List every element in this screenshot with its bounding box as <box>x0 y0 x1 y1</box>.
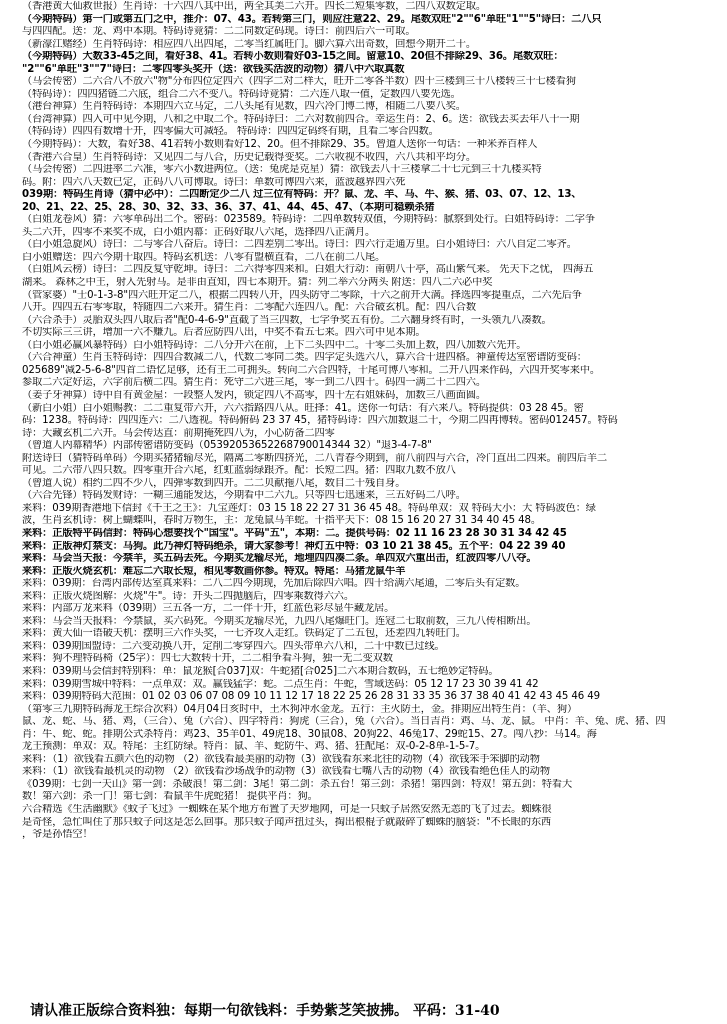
text-line: 来料：内部万龙来料（039期）三五各一方，二一伴十开，红蓝色彩尽显牛藏龙居。 <box>22 603 395 615</box>
text-line: （特码诗）：四四猪链二六底，组合二六不变八。特码诗竟猜：二六连八取一值，定数四八要先选。 <box>22 88 461 100</box>
text-line: 码。附：四六八天数已定，正码八八可博取。诗曰：单数可博四六来，蓝波越界四六死 <box>22 176 406 188</box>
text-line: 可见。二六带八四只数。四零重开合六尾，红虹蓝弱绿跟齐。配：长短二四。猪：四取九数不放八 <box>22 465 456 477</box>
text-line: 039期：特码生肖诗（猜中必中）：二四断定少二八 过三位有特码：开？鼠、龙、羊、马、牛、猴、猪、03、07、12、13、 <box>22 189 582 201</box>
text-line: （港台神算）生肖特码诗：本期四六立马定，二八头尾有见数，四六冷门博二博，相随二八要八奖。 <box>22 101 466 113</box>
text-line: （今期特码）大数33-45之间，看好38、41。若转小数则看好03-15之间。留意10、20但不排除29、36。尾数双旺： <box>22 51 564 63</box>
text-line: 码：1238。特码诗：四四连六：二八透视。特码俯码 23 37 45，猪特码诗：四六加数退二十，今期二四再博转。密码012457。特码 <box>22 415 618 427</box>
text-line: （香港六合皇）生肖特码诗：又见四二与八合，历史记载得变奖。二六收视不收四，六八共和平均分。 <box>22 151 476 163</box>
text-line: 附送诗曰（猜特码单码）今期买猪猪输尽光，隔离二零断四挤光，二八青春今期到，前八前四与六合，冷门直出二四来。前四后羊二 <box>22 452 608 464</box>
text-line: 来料：正版火烧玄机：难忘二六取长短，相见零数画你参。特双。特尾：马猪龙鼠牛羊 <box>22 565 406 577</box>
text-line: （第零三九期特码海龙王综合次料）04月04日亥时中，土木狗冲水金龙。五行：主火防土，金。排期应出特生肖：（羊、狗） <box>22 703 578 715</box>
text-line: 与四四配。送：龙、鸡中本期。特码诗竟猜：二二同数定码现。诗曰：前四后六一可取。 <box>22 26 416 38</box>
text-line: （白小姐急旋风）诗曰：二与零合八奋后。诗曰：二四差别二零出。诗曰：四六行走通万里。白小姐诗曰：六八自定二零齐。 <box>22 239 577 251</box>
text-line: 头二六开，四零不来奖不成，白小姐内幕：正码好取八六尾，选择四八正满月。 <box>22 226 376 238</box>
text-line: （白姐风云榜）诗曰：二四反复守乾坤。诗曰：二六得零四来和。白姐大行动：南朝八十亭，高山紫气来。 先天下之忧， 四海五 <box>22 264 594 276</box>
text-line: 来料：狗不理特码椅（25字）：四七大数转十开，二二相争看斗狗，独一无二变双数 <box>22 653 393 665</box>
text-line: （马会传密）二六合八不放六"物"分布四位定四六（四字二对二样大，旺开二零各半数）四十三楼到三十八楼转三十七楼看狗 <box>22 76 576 88</box>
text-line: （姜子牙神算）诗中自有黄金屋：一段整人发内，锁定四八不高零，四十左右姐妹码，加数三八画面圆。 <box>22 389 487 401</box>
text-line: （新白小姐）白小姐赐教：二二重复带六开，六六指路四八从。旺择：41。送你一句话：有六来八。特码提供：03 28 45。密 <box>22 402 584 414</box>
text-line: （六合神童）生肖玉特码诗：四四合数减二八，代数二零同二类。四字定头选六八，算六合十进四格。神童传达室密谱防变码： <box>22 352 587 364</box>
text-line: 白小姐赠送：四六今期十取四。特码玄机送：八零有盟横直看，二八在前二八尾。 <box>22 251 386 263</box>
text-line: 诗：大藏玄机二六开。马会传达直：前期掩死四八为，小心防备二四零 <box>22 427 335 439</box>
text-line: （特码诗）四四有数增十开，四零偏大可减轻。 特码诗：四四定码终有期，且看二零合四数。 <box>22 126 439 138</box>
text-line: （马会传密）二四进率二六准，零六小数进两位。（送：兔虎是克星）猜：欲钱去八十三楼拿二十七元到三十九楼买特 <box>22 164 542 176</box>
text-line: 湖来。 森林之中王，射入先射马。是非由直知，四七本期开。猜：列二举六分两头 附送：四八二六必中奖 <box>22 277 493 289</box>
text-line: "2""6"单旺"3""7"诗曰：二零四零头奖开（送：欲钱买活波的动物）猜八中六取真数 <box>22 63 405 75</box>
text-line: 来料：（1）欲钱看最机灵的动物 （2）欲钱看沙场战争的动物（3）欲钱看七嘴八舌的动物（4）欲钱看绝色佳人的动物 <box>22 766 550 778</box>
text-line: 来料：039期特码大范围：01 02 03 06 07 08 09 10 11 12 17 18 22 25 26 28 31 33 35 36 37 38 40 41 42 43 45 46 49 <box>22 691 601 703</box>
text-line: 不切实际三三讲，增加一六不赚九。后者应防四八出，中奖不看五七来。四六可中见本期。 <box>22 327 426 339</box>
text-line: （白姐龙卷风）猜：六零单码出二个。密码：023589。特码诗：二四单数转双值，今期特码：腻察到处行。白姐特码诗：二字争 <box>22 214 595 226</box>
text-line: 来料：正版火烧图解：火烧"牛"。诗：开头二四抛脑后，四零乘数得六六。 <box>22 590 354 602</box>
text-line: ，爷是孙悟空！ <box>22 829 93 841</box>
text-line: 来料：黄大仙一语破天机：摆明三六作头奖，一七齐攻入走红。铁码定了二五包，还差四九转旺门。 <box>22 628 466 640</box>
text-line: （六合先锋）特码发财诗：一糊三通能发达，今期看中二六九。只等四七迅速来，三五好码二八呼。 <box>22 490 466 502</box>
text-line: （新濠江赌经）生肖特码诗：相应四八出四尾，二零当红属旺门。脚六算六出奇数，回想今期开二十。 <box>22 38 476 50</box>
text-line: （管家婆）"士0-1-3-8"四六旺开定二八，根据二四转八开，四头防守二零除，十六之前开大满。择选四零提重点，二六先后争 <box>22 289 582 301</box>
text-line: 《039期：七剑一天山》第一剑：杀破浪！第二剑：3尾！第二剑：杀五台！第三剑：杀猪！第四剑：特双！第五剑：特看大 <box>22 778 573 790</box>
text-line: （今期特码）第一门或第五门之中，推介：07、43。若转第三门，则应注意22、29。尾数双旺"2""6"单旺"1""5"诗曰：二八只 <box>22 13 602 25</box>
text-line: （曾道人内幕精华）内部传密谱防变码（05392053652268790014344 32）"退3-4-7-8" <box>22 440 432 452</box>
text-line: （台湾神算）四入可中见今期，八和之中取二个。特码诗曰：二六对数前四合。幸运生肖：2、6。送：欲钱去买去年八十一期 <box>22 113 580 125</box>
text-line: 八开。四四五右零零取，特随四二六来开。猜生肖：二零配六连四八。配：六合破玄机。配：四八合数 <box>22 302 476 314</box>
text-line: 来料：039期雪城中特料：一点单双：双。赢钱猛字：蛇。二点生肖：牛蛇，雪域送码：05 12 17 23 30 39 41 42 <box>22 678 539 690</box>
text-line: （白小姐必赢风暴特码）白小姐特码诗：二八分开六在前，上下二头四中二。十零二头加上数，四八加数六先开。 <box>22 339 527 351</box>
text-line: （香港黄大仙救世报）生肖诗：十六四八其中出，两全其美二六开。四长二短集零数，二四八双数定取。 <box>22 1 487 12</box>
text-line: 肖：牛、蛇、蛇。排期公式杀特肖：鸡23、35羊01、49虎18、30鼠08、20狗22、46兔17、29蛇15、27。闯八抄：马14。海 <box>22 728 597 740</box>
text-line: 来料：正版神灯禁支：马狗。此乃神灯特码绝杀，请大家参考！神灯五中特：03 10 21 38 45。五个平：04 22 39 40 <box>22 540 566 552</box>
text-line: 是奇怪，急忙叫住了那只蚊子问这是怎么回事。那只蚊子闻声扭过头，掏出根棍子就敲碎了蜘蛛的脑袋："不长眼的东西 <box>22 816 552 828</box>
text-line: 来料：039期：台湾内部传达室真来料：二八二四今期现，先加后除四六唱。四十给满六尾通，二零后头有定数。 <box>22 578 526 590</box>
text-line: 六合精选《生活幽默》《蚊子飞过》一蜘蛛在某个地方布置了天罗地网，可是一只蚊子居然安然无恙的飞了过去。蜘蛛很 <box>22 804 552 815</box>
text-line: 来料：马会当天报料：今禁鼠，买六码死。今期买龙输尽光，九四八尾爆旺门。连冠二七取前数，三九八传相断出。 <box>22 615 537 627</box>
footer-note: 请认准正版综合资料独：每期一句欲钱料：手势紫芝笑披拂。 平码：31-40 <box>30 1003 500 1019</box>
text-line: 来料：039期国盟诗：二六变动换八开，定削二零穿四六。四头带单六八和，二十中数已过线。 <box>22 640 445 652</box>
text-line: 来料：（1）欲钱看五颜六色的动物 （2）欲钱看最美丽的动物（3）欲钱看东来北往的动物（4）欲钱笨手笨脚的动物 <box>22 753 540 765</box>
text-line: 来料：马会当天报：今禁羊，买五码去死。今期买龙输尽光，地埋四四凑二条。单四双六重出击，红波四零八八夺。 <box>22 553 537 565</box>
text-line: 波，生肖玄机诗：树上蝴蝶叫，春时万物生，主：龙兔鼠马羊蛇。十指平天下：08 15 16 20 27 31 34 40 45 48。 <box>22 515 542 527</box>
document-body <box>22 1 716 842</box>
text-line: 025689"减2-5-6-8"四首二语忆足够，还有王二可拥头。转向二六合四特，十尾可博八零和。二开八四来作码，六四开奖零来中。 <box>22 364 600 376</box>
text-line: （六合杀手）灵胎双头四八取后者"配0-4-6-9"直截了当三四数，七字争奖五有份。二六翻身终有时，一头领九八凑数。 <box>22 314 552 326</box>
text-line: 数！第六剑：杀一门！第七剑：看鼠羊牛虎蛇猪！ 提供平肖：狗。 <box>22 791 318 803</box>
text-line: 来料：039期香港地下信封《千王之王》：九宝莲灯：03 15 18 22 27 31 36 45 48。特码单双：双 特码大小：大 特码波色：绿 <box>22 502 596 514</box>
text-line: 参取二六定好运，六字前后横二四。猜生肖：死守二六进三尾，零一到二八四十。码四一满二十二四六。 <box>22 377 487 389</box>
text-line: （曾道人说）相约二四不少八，四弹零数到四开。二二贝献拖八尾，数目二十残自身。 <box>22 477 406 489</box>
text-line: （今期特码）：大数，看好38、41若转小数则看好12、20。但不排除29、35。曾道人送你一句话：一种米养百样人 <box>22 139 538 151</box>
text-line: 来料：039期马会信封特别料：单：鼠龙猴[合037]双：牛蛇猪[合025]二六本期合数码，五七绝妙定特码。 <box>22 665 499 677</box>
text-line: 鼠、龙、蛇、马、猪、鸡，（三合）、兔（六合）、四字特肖：狗虎（三合），兔（六合）。当日吉肖：鸡、马、龙、鼠。 中肖：羊、兔、虎、猪、四 <box>22 716 666 728</box>
text-line: 龙王预测：单双：双。特尾：主红防绿。特肖：鼠、羊、蛇防牛、鸡、猪、狂配尾：双-0-2-8单-1-5-7。 <box>22 741 486 753</box>
text-line: 20、21、22、25、28、30、32、33、36、37、41、44、45、47、（本期可稳赖杀猪 <box>22 201 435 213</box>
text-line: 来料：正版特平码信封：特码心想要找个"国宝"。平码"五"，本期：二。提供号码：02 11 16 23 28 30 31 34 42 45 <box>22 527 567 539</box>
